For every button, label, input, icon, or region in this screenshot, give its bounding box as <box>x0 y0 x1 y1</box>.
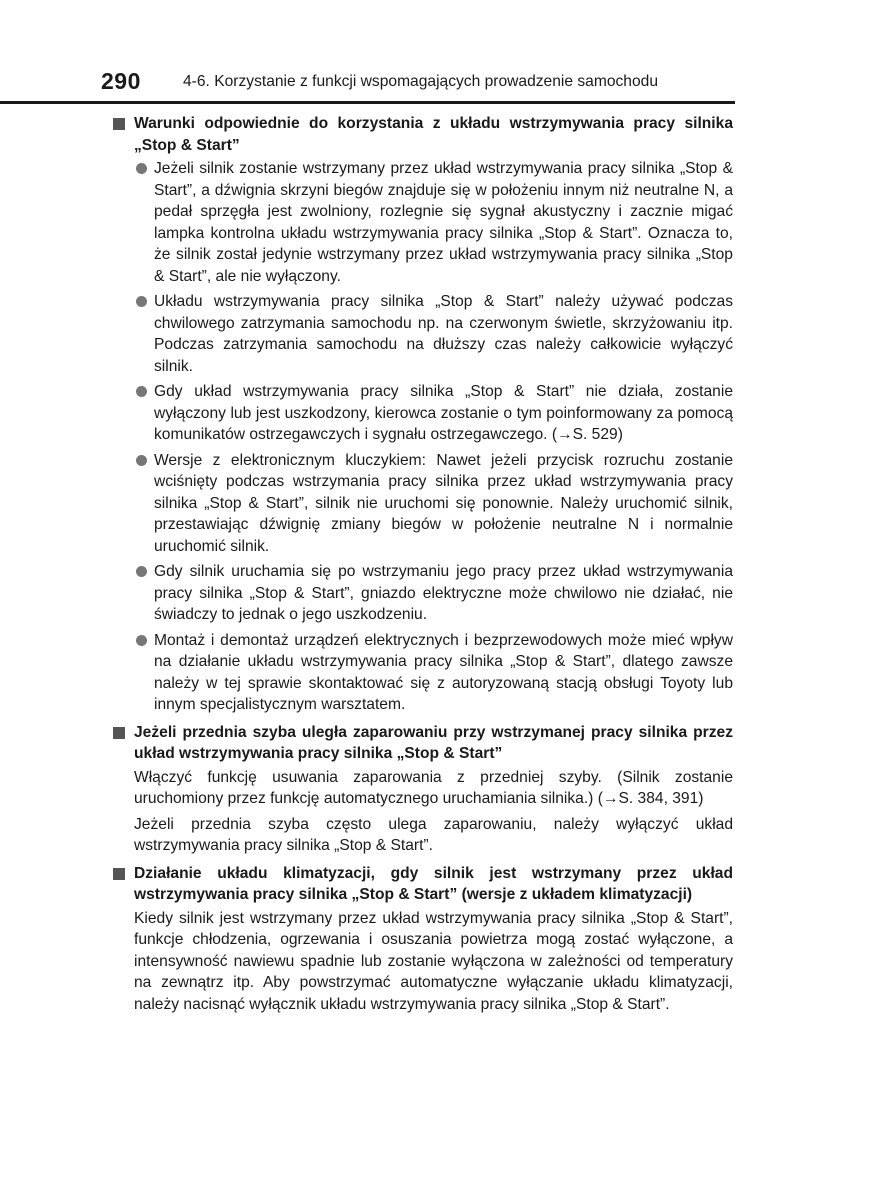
square-bullet-icon <box>113 118 125 130</box>
circle-bullet-icon <box>136 566 147 577</box>
list-item-text: Układu wstrzymywania pracy silnika „Stop & Start” należy używać podczas chwilowego zatrzymania samochodu np. na czerwonym świetle, skrzyżowaniu itp. Podczas zatrzymania samochodu na dłuższy czas należy całkowicie wyłączyć silnik. <box>154 293 733 375</box>
page-content <box>113 113 733 1021</box>
list-item-text: Montaż i demontaż urządzeń elektrycznych i bezprzewodowych może mieć wpływ na działanie układu wstrzymywania pracy silnika „Stop & Start”, dlatego zawsze należy w tej sprawie skontaktować się z autoryzowaną stacją obsługi Toyoty lub innym specjalistycznym warsztatem. <box>154 631 733 713</box>
paragraph: Włączyć funkcję usuwania zaparowania z przedniej szyby. (Silnik zostanie uruchomiony przez funkcję automatycznego uruchamiania silnika.) (→S. 384, 391) <box>134 768 733 807</box>
list-item <box>134 158 733 287</box>
section-stop-start-conditions <box>113 113 733 716</box>
list-item-text: Jeżeli silnik zostanie wstrzymany przez układ wstrzymywania pracy silnika „Stop & Start”, a dźwignia skrzyni biegów znajduje się w położeniu innym niż neutralne N, a pedał sprzęgła jest zwolniony, rozlegnie się sygnał akustyczny i zacznie migać lampka kontrolna układu wstrzymywania pracy silnika „Stop & Start”. Oznacza to, że silnik został jedynie wstrzymany przez układ wstrzymywania pracy silnika „Stop & Start”, ale nie wyłączony. <box>154 160 733 285</box>
square-bullet-icon <box>113 868 125 880</box>
circle-bullet-icon <box>136 296 147 307</box>
square-bullet-icon <box>113 727 125 739</box>
circle-bullet-icon <box>136 386 147 397</box>
list-item <box>134 450 733 558</box>
section-heading-text: Jeżeli przednia szyba uległa zaparowaniu przy wstrzymanej pracy silnika przez układ wstrzymywania pracy silnika „Stop & Start” <box>134 723 733 762</box>
list-item <box>134 381 733 446</box>
page-header <box>0 66 880 102</box>
list-item-text: Gdy silnik uruchamia się po wstrzymaniu jego pracy przez układ wstrzymywania pracy silnika „Stop & Start”, gniazdo elektryczne może chwilowo nie działać, nie świadczy to jednak o jego uszkodzeniu. <box>154 563 733 623</box>
bullet-list <box>113 158 733 716</box>
list-item-text: Wersje z elektronicznym kluczykiem: Nawet jeżeli przycisk rozruchu zostanie wciśnięty podczas wstrzymania pracy silnika przez układ wstrzymywania pracy silnika „Stop & Start”, silnik nie uruchomi się ponownie. Należy uruchomić silnik, przestawiając dźwignię zmiany biegów w położenie neutralne N i normalnie uruchomić silnik. <box>154 451 733 555</box>
list-item <box>134 630 733 716</box>
page-number: 290 <box>101 68 141 94</box>
section-windshield-fog <box>113 722 733 857</box>
paragraph: Jeżeli przednia szyba często ulega zaparowaniu, należy wyłączyć układ wstrzymywania pracy silnika „Stop & Start”. <box>134 815 733 854</box>
circle-bullet-icon <box>136 163 147 174</box>
section-heading <box>113 722 733 765</box>
circle-bullet-icon <box>136 455 147 466</box>
list-item <box>134 291 733 377</box>
list-item <box>134 561 733 626</box>
chapter-title: 4-6. Korzystanie z funkcji wspomagających prowadzenie samochodu <box>183 73 658 90</box>
list-item-text: Gdy układ wstrzymywania pracy silnika „Stop & Start” nie działa, zostanie wyłączony lub jest uszkodzony, kierowca zostanie o tym poinformowany za pomocą komunikatów ostrzegawczych i sygnału ostrzegawczego. (→S. 529) <box>154 383 733 443</box>
section-heading-text: Warunki odpowiednie do korzystania z układu wstrzymywania pracy silnika „Stop & Start” <box>134 115 733 154</box>
circle-bullet-icon <box>136 635 147 646</box>
section-heading-text: Działanie układu klimatyzacji, gdy silnik jest wstrzymany przez układ wstrzymywania pracy silnika „Stop & Start” (wersje z układem klimatyzacji) <box>134 864 733 903</box>
header-rule <box>0 101 735 104</box>
section-air-conditioning <box>113 863 733 1016</box>
section-heading <box>113 863 733 906</box>
paragraph: Kiedy silnik jest wstrzymany przez układ wstrzymywania pracy silnika „Stop & Start”, funkcje chłodzenia, ogrzewania i osuszania powietrza mogą zostać wyłączone, a intensywność nawiewu spadnie lub zostanie wyłączona w zależności od temperatury na zewnątrz itp. Aby powstrzymać automatyczne wyłączanie układu klimatyzacji, należy nacisnąć wyłącznik układu wstrzymywania pracy silnika „Stop & Start”. <box>134 909 733 1013</box>
section-heading <box>113 113 733 156</box>
